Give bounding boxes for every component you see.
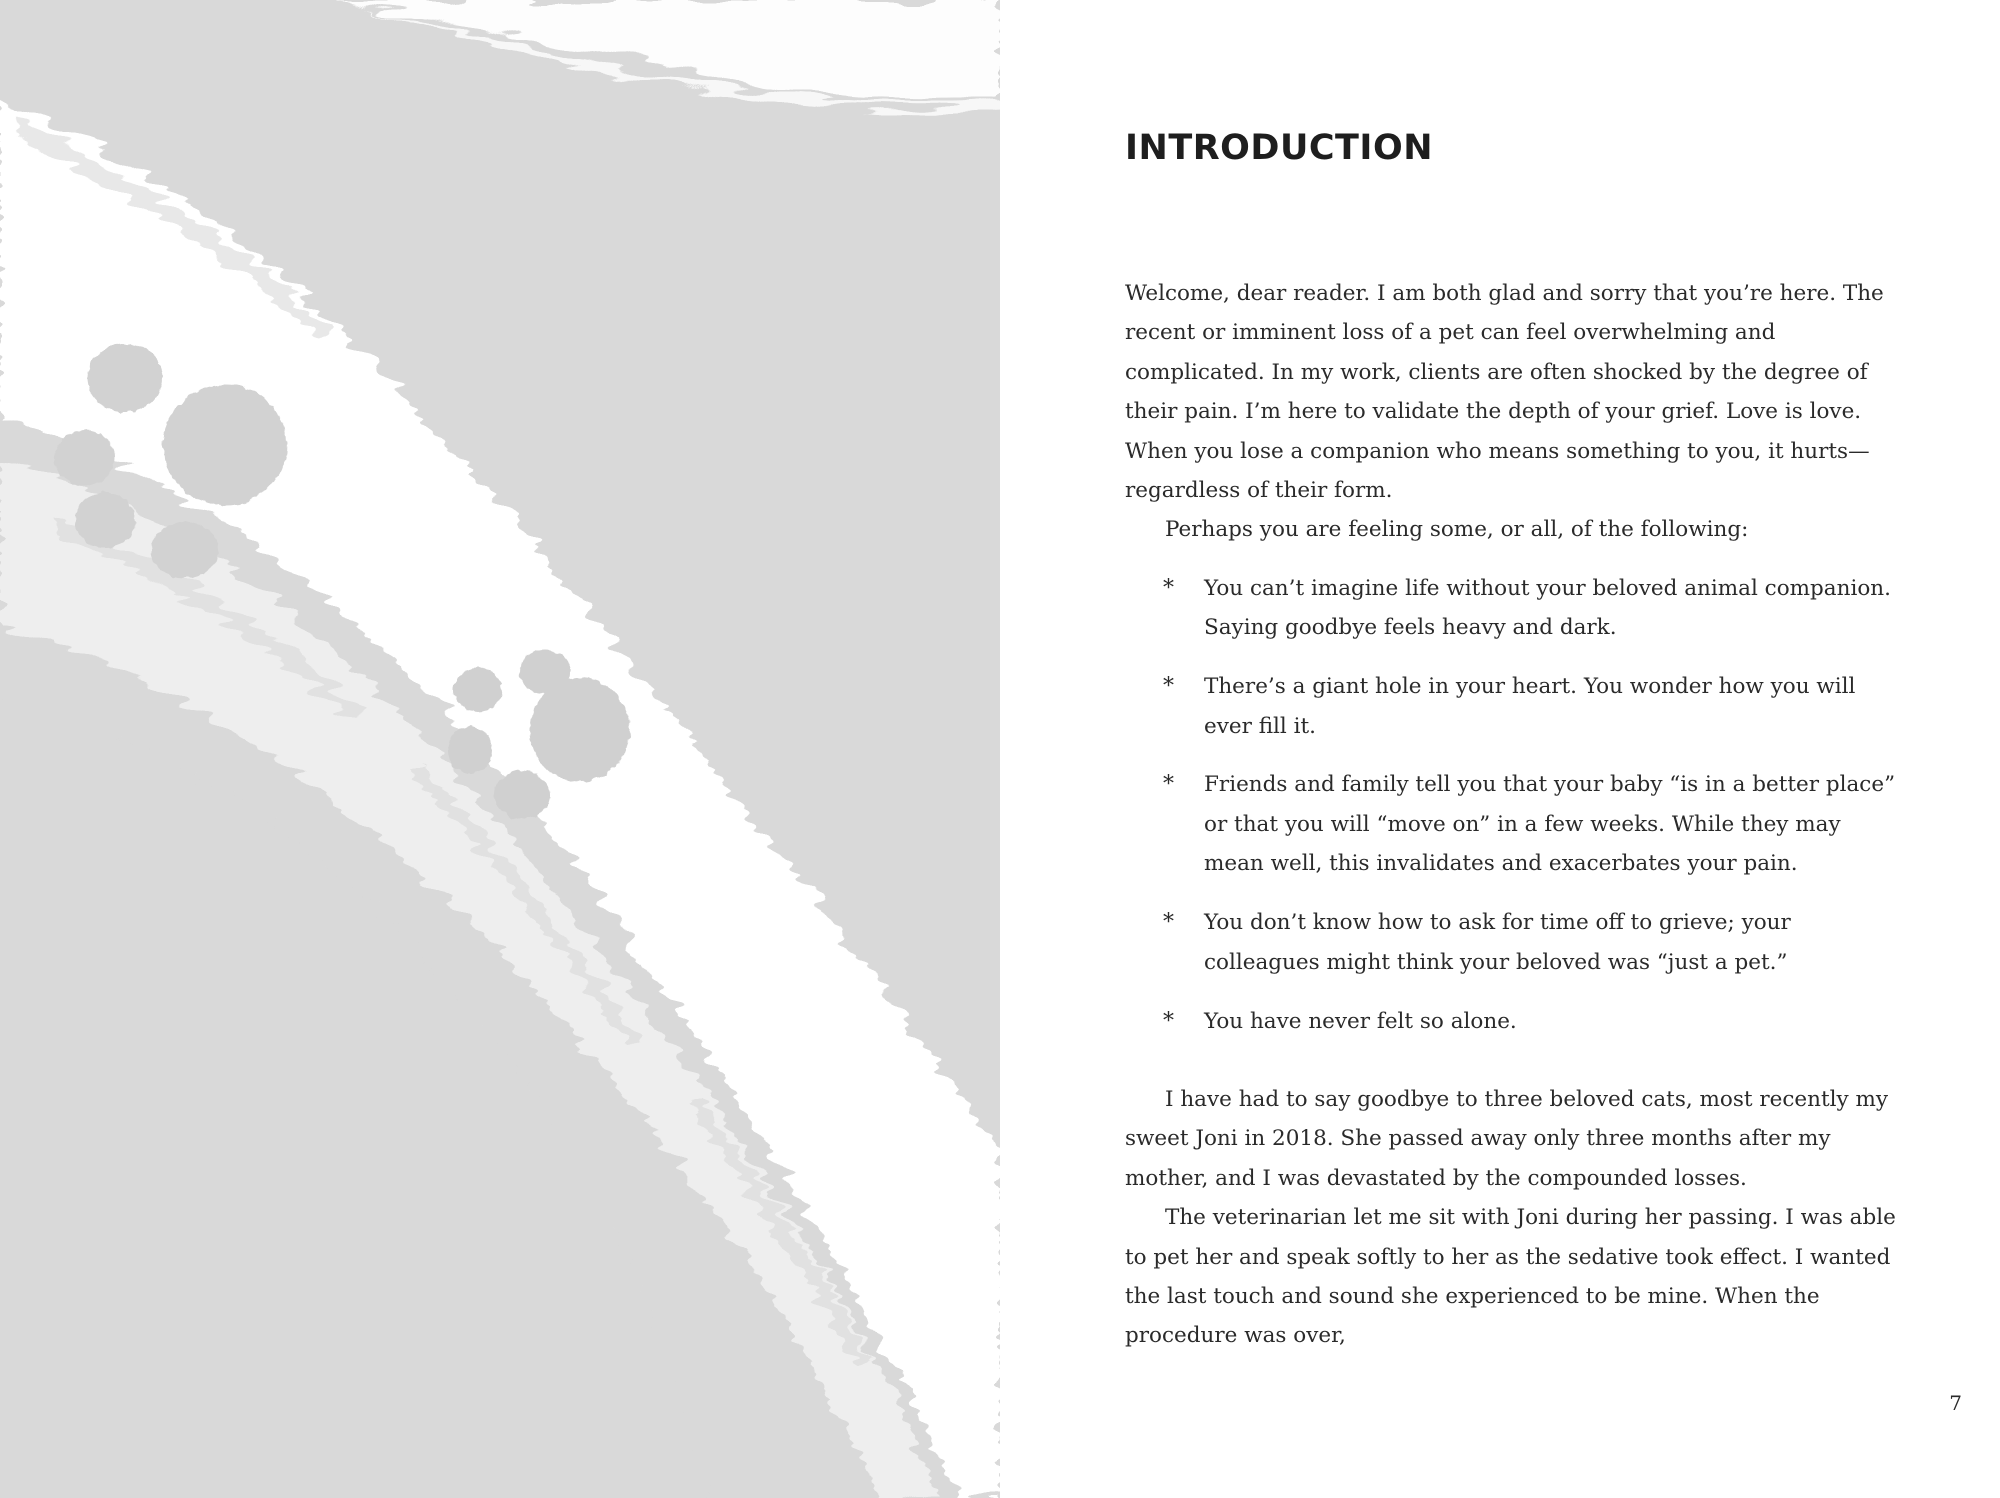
list-item xyxy=(1125,1002,1905,1041)
paragraph: Welcome, dear reader. I am both glad and sorry that you’re here. The recent or imminent loss of a pet can feel overwhelming and complicated. In my work, clients are often shocked by the degree of their pain. I’m here to validate the depth of your grief. Love is love. When you lose a companion who means something to you, it hurts—regardless of their form. xyxy=(1125,281,1884,504)
paragraph: Perhaps you are feeling some, or all, of the following: xyxy=(1165,517,1749,543)
text-page xyxy=(1000,0,2000,1498)
asterisk-bullet-icon: * xyxy=(1163,910,1174,936)
list-item xyxy=(1125,667,1905,746)
asterisk-bullet-icon: * xyxy=(1163,575,1174,601)
bullet-list xyxy=(1125,569,1905,1041)
paragraph: I have had to say goodbye to three beloved cats, most recently my sweet Joni in 2018. She passed away only three months after my mother, and I was devastated by the compounded losses. xyxy=(1125,1086,1889,1191)
list-item-text: There’s a giant hole in your heart. You wonder how you will ever fill it. xyxy=(1204,674,1856,739)
paragraph: The veterinarian let me sit with Joni during her passing. I was able to pet her and speak softly to her as the sedative took effect. I wanted the last touch and sound she experienced to be mine. When the procedure was over, xyxy=(1125,1205,1896,1349)
list-item xyxy=(1125,765,1905,883)
page-title: INTRODUCTION xyxy=(1125,128,1433,168)
asterisk-bullet-icon: * xyxy=(1163,674,1174,700)
list-item xyxy=(1125,903,1905,982)
list-item-text: You can’t imagine life without your beloved animal companion. Saying goodbye feels heavy and dark. xyxy=(1204,575,1891,641)
list-item-text: You have never felt so alone. xyxy=(1204,1008,1517,1034)
body-text xyxy=(1125,274,1905,1356)
list-item xyxy=(1125,569,1905,648)
asterisk-bullet-icon: * xyxy=(1163,772,1174,798)
asterisk-bullet-icon: * xyxy=(1163,1008,1174,1034)
list-item-text: Friends and family tell you that your baby “is in a better place” or that you will “move on” in a few weeks. While they may mean well, this invalidates and exacerbates your pain. xyxy=(1204,772,1896,877)
page-number: 7 xyxy=(1949,1391,1962,1415)
list-item-text: You don’t know how to ask for time off to grieve; your colleagues might think your beloved was “just a pet.” xyxy=(1204,910,1791,975)
